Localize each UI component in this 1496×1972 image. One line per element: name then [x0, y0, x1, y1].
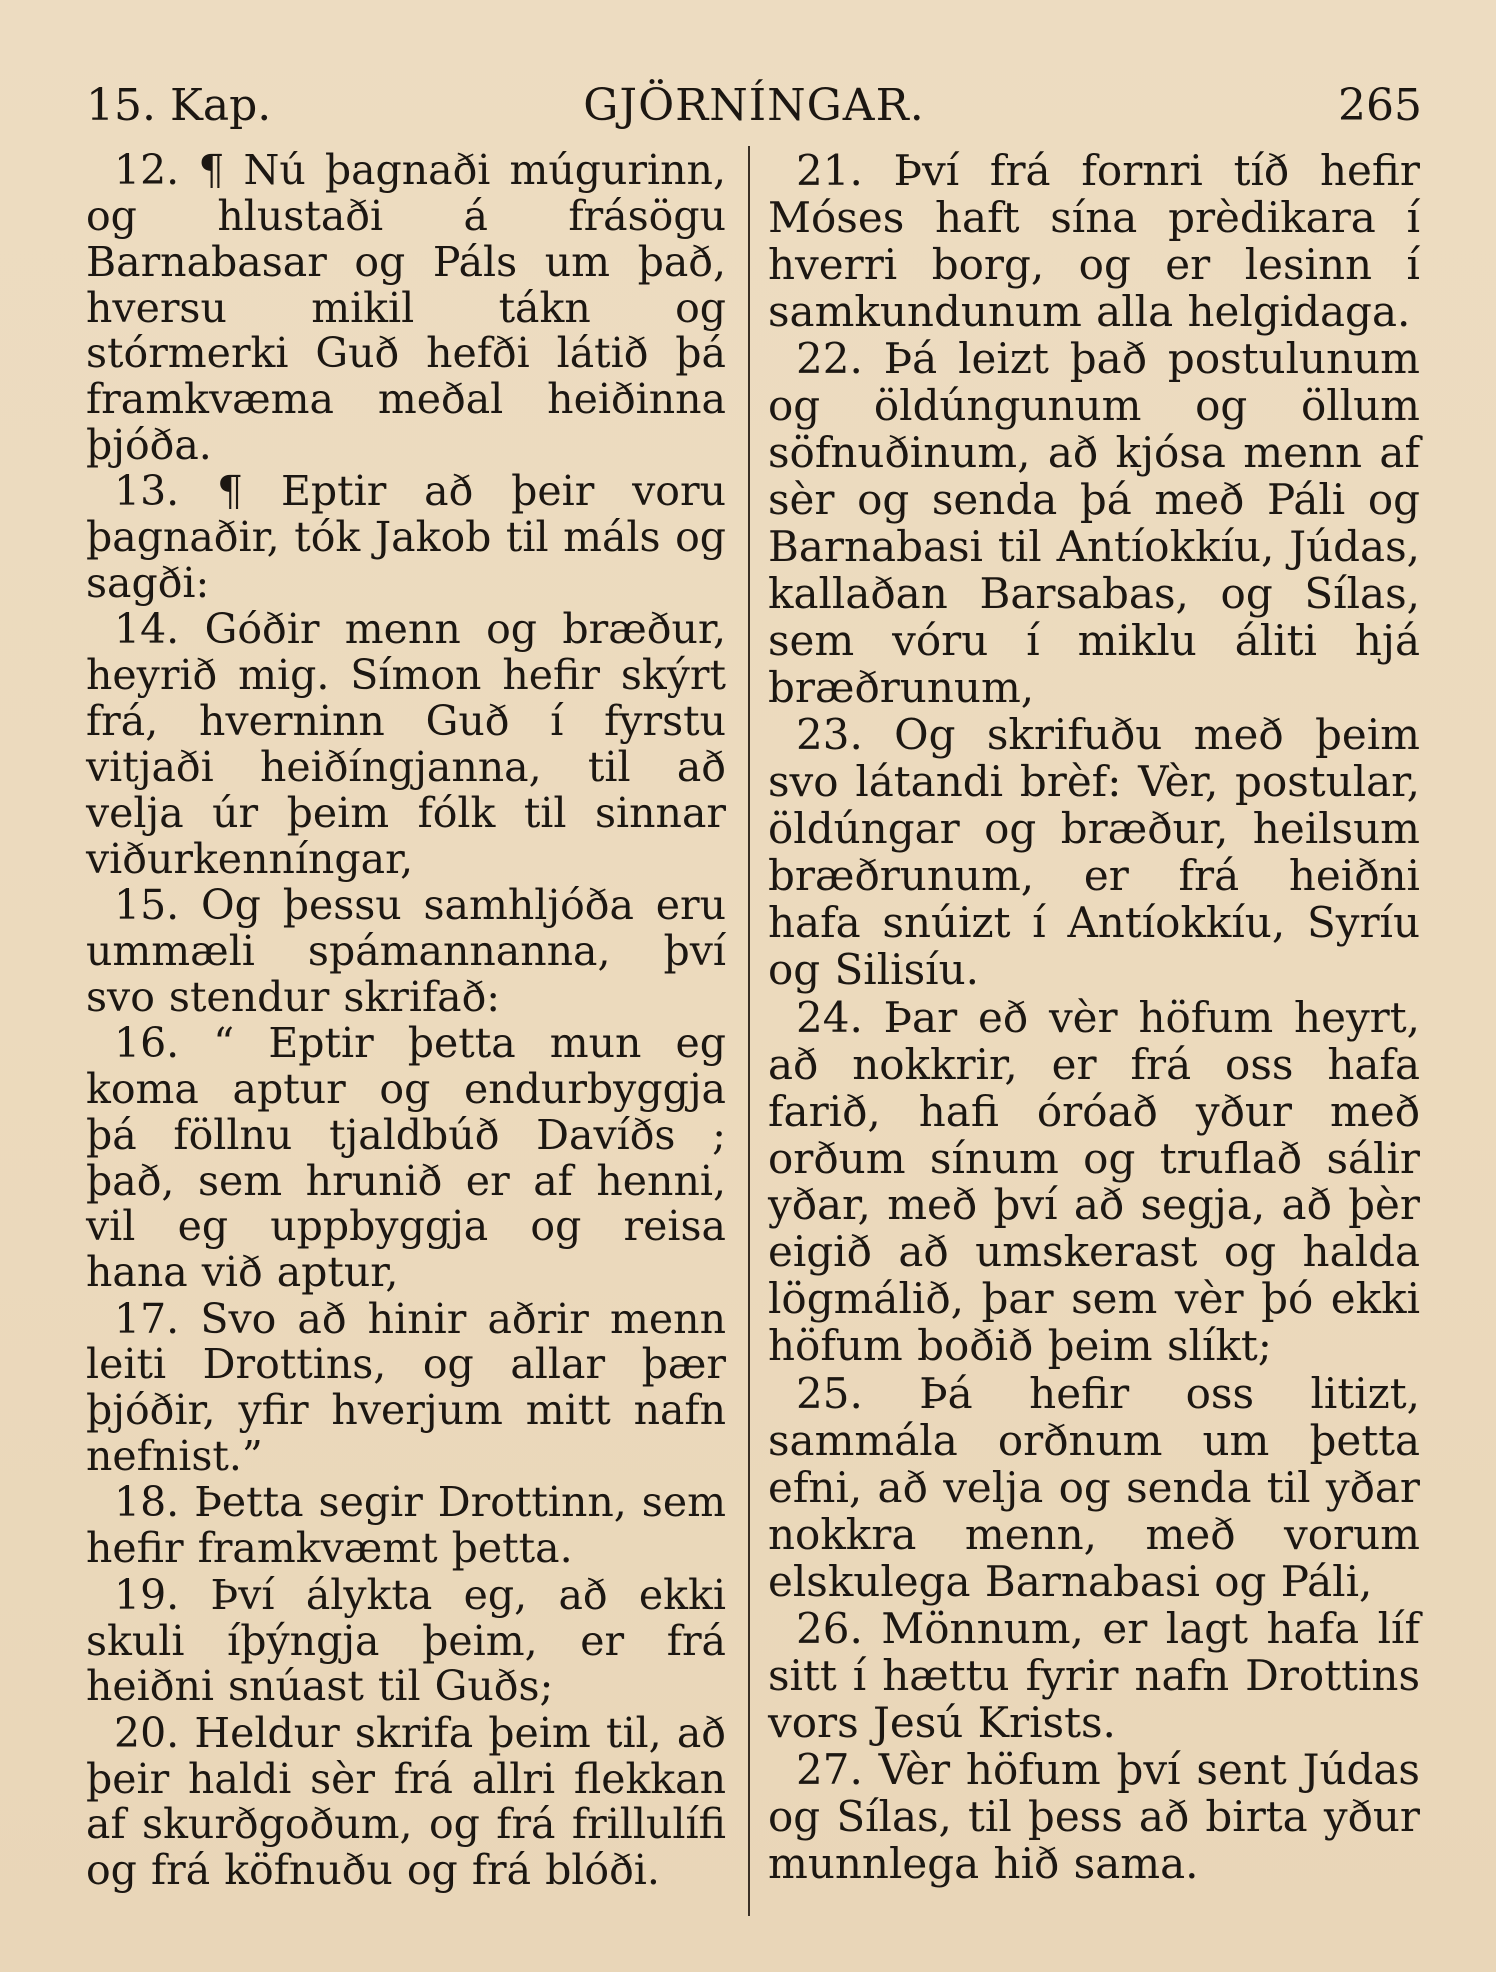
- verse-number: 18.: [114, 1478, 180, 1527]
- verse-number: 27.: [796, 1745, 863, 1795]
- verse-text: Og þessu samhljóða eru ummæli spámannanna, því svo stendur skrifað:: [86, 881, 726, 1021]
- verse-number: 12.: [114, 146, 180, 194]
- verse-text: ¶ Nú þagnaði múgurinn, og hlustaði á frásögu Barnabasar og Páls um það, hversu mikil tákn og stórmerki Guð hefði látið þá framkvæma meðal heiðinna þjóða.: [86, 146, 726, 470]
- verse: [768, 1606, 1420, 1747]
- verse-number: 16.: [114, 1019, 180, 1068]
- verse: [86, 469, 726, 607]
- verse: [768, 336, 1420, 712]
- verse-number: 19.: [114, 1570, 180, 1619]
- right-column: [768, 148, 1420, 1889]
- verse-text: Þá leizt það postulunum og öldúngunum og öllum söfnuðinum, að kjósa menn af sèr og senda þá með Páli og Barnabasi til Antíokkíu, Júdas, kallaðan Barsabas, og Sílas, sem vóru í miklu áliti hjá bræðrunum,: [768, 334, 1420, 712]
- verse-text: Svo að hinir aðrir menn leiti Drottins, og allar þær þjóðir, yfir hverjum mitt nafn nefnist.”: [86, 1294, 726, 1481]
- verse: [768, 992, 1420, 1371]
- verse-number: 20.: [114, 1708, 180, 1757]
- column-divider: [748, 146, 750, 1916]
- verse-number: 25.: [796, 1368, 863, 1418]
- verse-number: 13.: [114, 467, 180, 516]
- verse: [768, 1368, 1420, 1606]
- verse-number: 21.: [796, 146, 863, 195]
- verse-text: Þar eð vèr höfum heyrt, að nokkrir, er frá oss hafa farið, hafi óróað yður með orðum sínum og truflað sálir yðar, með því að segja, að þèr eigið að umskerast og halda lögmálið, þar sem vèr þó ekki höfum boðið þeim slíkt;: [768, 992, 1420, 1371]
- verse-number: 24.: [796, 992, 863, 1042]
- verse: [86, 148, 726, 469]
- verse-text: Mönnum, er lagt hafa líf sitt í hættu fyrir nafn Drottins vors Jesú Krists.: [768, 1604, 1420, 1747]
- verse: [86, 607, 726, 882]
- verse-text: Því frá fornri tíð hefir Móses haft sína prèdikara í hverri borg, og er lesinn í samkundunum alla helgidaga.: [768, 146, 1420, 336]
- verse-text: Góðir menn og bræður, heyrið mig. Símon hefir skýrt frá, hverninn Guð í fyrstu vitjaði heiðíngjanna, til að velja úr þeim fólk til sinnar viðurkenníngar,: [86, 605, 726, 883]
- verse-text: Og skrifuðu með þeim svo látandi brèf: Vèr, postular, öldúngar og bræður, heilsum bræðrunum, er frá heiðni hafa snúizt í Antíokkíu, Syríu og Silisíu.: [768, 710, 1420, 995]
- verse: [86, 1480, 726, 1572]
- verse: [86, 1570, 726, 1711]
- verse-number: 14.: [114, 605, 180, 654]
- verse-text: “ Eptir þetta mun eg koma aptur og endurbyggja þá föllnu tjaldbúð Davíðs ; það, sem hrunið er af henni, vil eg uppbyggja og reisa hana við aptur,: [86, 1019, 726, 1297]
- verse: [768, 1747, 1420, 1888]
- verse-text: Vèr höfum því sent Júdas og Sílas, til þess að birta yður munnlega hið sama.: [768, 1745, 1420, 1889]
- verse-text: Því álykta eg, að ekki skuli íþýngja þeim, er frá heiðni snúast til Guðs;: [86, 1570, 726, 1711]
- verse-text: ¶ Eptir að þeir voru þagnaðir, tók Jakob til máls og sagði:: [86, 467, 726, 608]
- page-number: 265: [1338, 80, 1422, 131]
- verse-number: 26.: [796, 1604, 863, 1654]
- verse-text: Heldur skrifa þeim til, að þeir haldi sèr frá allri flekkan af skurðgoðum, og frá frillulífi og frá köfnuðu og frá blóði.: [86, 1708, 726, 1895]
- verse-number: 15.: [114, 881, 180, 929]
- verse: [86, 1021, 726, 1296]
- verse: [768, 148, 1420, 336]
- verse-number: 17.: [114, 1294, 180, 1343]
- left-column: [86, 148, 726, 1895]
- verse: [768, 712, 1420, 994]
- verse-text: Þetta segir Drottinn, sem hefir framkvæmt þetta.: [86, 1478, 726, 1573]
- verse-number: 22.: [796, 334, 863, 384]
- chapter-label: 15. Kap.: [86, 80, 272, 131]
- verse: [86, 883, 726, 1021]
- running-header: [86, 76, 1422, 136]
- verse-number: 23.: [796, 710, 863, 760]
- verse-text: Þá hefir oss litizt, sammála orðnum um þetta efni, að velja og senda til yðar nokkra menn, með vorum elskulega Barnabasi og Páli,: [768, 1368, 1420, 1606]
- verse: [86, 1294, 726, 1481]
- verse: [86, 1708, 726, 1895]
- book-title: GJÖRNÍNGAR.: [583, 80, 925, 131]
